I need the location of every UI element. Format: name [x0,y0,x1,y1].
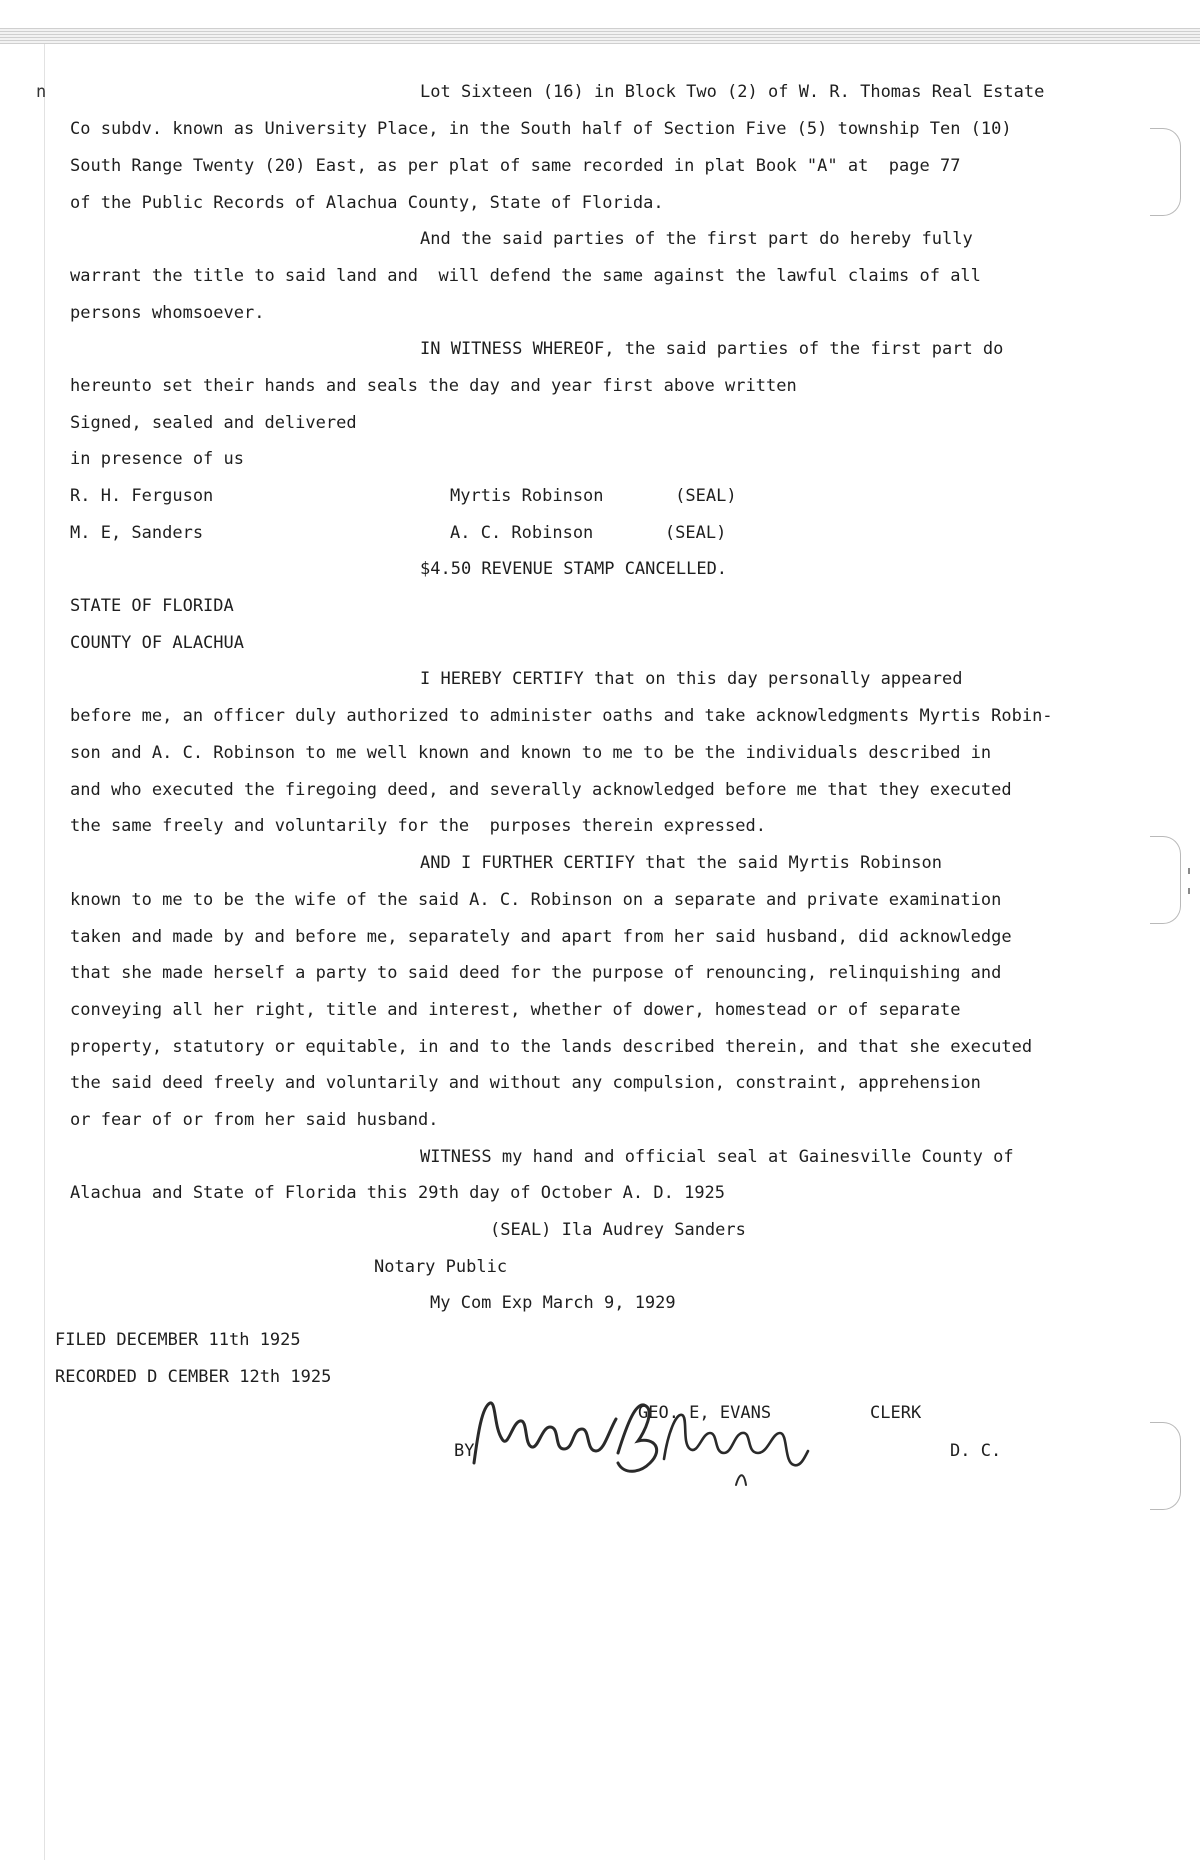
text-line: warrant the title to said land and will defend the same against the lawful claims of all [70,266,981,286]
deputy-clerk-label: D. C. [950,1441,1002,1461]
county-heading: COUNTY OF ALACHUA [70,633,244,653]
text-line: Signed, sealed and delivered [70,413,357,433]
scan-left-edge [44,44,45,1860]
text-line: taken and made by and before me, separately and apart from her said husband, did acknowledge [70,927,1012,947]
text-line: known to me to be the wife of the said A. C. Robinson on a separate and private examination [70,890,1002,910]
text-line: persons whomsoever. [70,303,265,323]
text-line: the same freely and voluntarily for the purposes therein expressed. [70,816,766,836]
state-heading: STATE OF FLORIDA [70,596,234,616]
handwritten-signature [468,1393,813,1489]
text-line: Lot Sixteen (16) in Block Two (2) of W. R. Thomas Real Estate [420,82,1045,102]
clerk-title: CLERK [870,1403,922,1423]
binder-ring-icon [1150,1422,1181,1510]
notary-title: Notary Public [374,1257,508,1277]
text-line: the said deed freely and voluntarily and without any compulsion, constraint, apprehension [70,1073,981,1093]
text-line: conveying all her right, title and interest, whether of dower, homestead or of separate [70,1000,961,1020]
by-label: BY [454,1441,475,1461]
text-line: before me, an officer duly authorized to administer oaths and take acknowledgments Myrtis Robin- [70,706,1053,726]
notary-name: (SEAL) Ila Audrey Sanders [490,1220,746,1240]
text-line: property, statutory or equitable, in and to the lands described therein, and that she executed [70,1037,1033,1057]
grantor-signature-line: A. C. Robinson (SEAL) [450,523,727,543]
text-line: AND I FURTHER CERTIFY that the said Myrtis Robinson [420,853,942,873]
commission-expiry: My Com Exp March 9, 1929 [430,1293,676,1313]
binder-mark [1188,888,1190,894]
text-line: hereunto set their hands and seals the day and year first above written [70,376,797,396]
text-line: of the Public Records of Alachua County, State of Florida. [70,193,664,213]
text-line: I HEREBY CERTIFY that on this day personally appeared [420,669,963,689]
clerk-name: GEO. E, EVANS [638,1403,772,1423]
text-line: in presence of us [70,449,244,469]
text-line: South Range Twenty (20) East, as per plat of same recorded in plat Book "A" at page 77 [70,156,961,176]
text-line: or fear of or from her said husband. [70,1110,439,1130]
grantor-signature-line: Myrtis Robinson (SEAL) [450,486,737,506]
revenue-stamp-note: $4.50 REVENUE STAMP CANCELLED. [420,559,728,579]
text-line: WITNESS my hand and official seal at Gainesville County of [420,1147,1014,1167]
recorded-date: RECORDED D CEMBER 12th 1925 [55,1367,332,1387]
text-line: Alachua and State of Florida this 29th day of October A. D. 1925 [70,1183,726,1203]
binder-ring-icon [1150,836,1181,924]
text-line: son and A. C. Robinson to me well known and known to me to be the individuals described in [70,743,992,763]
text-line: and who executed the firegoing deed, and severally acknowledged before me that they executed [70,780,1012,800]
witness-name: M. E, Sanders [70,523,204,543]
binder-ring-icon [1150,128,1181,216]
text-line: Co subdv. known as University Place, in the South half of Section Five (5) township Ten (10) [70,119,1012,139]
text-line: that she made herself a party to said deed for the purpose of renouncing, relinquishing and [70,963,1002,983]
witness-name: R. H. Ferguson [70,486,214,506]
text-line: And the said parties of the first part do hereby fully [420,229,973,249]
margin-mark: n [36,82,47,102]
text-line: IN WITNESS WHEREOF, the said parties of the first part do [420,339,1004,359]
scan-top-band [0,28,1200,44]
binder-mark [1188,868,1190,874]
filed-date: FILED DECEMBER 11th 1925 [55,1330,301,1350]
